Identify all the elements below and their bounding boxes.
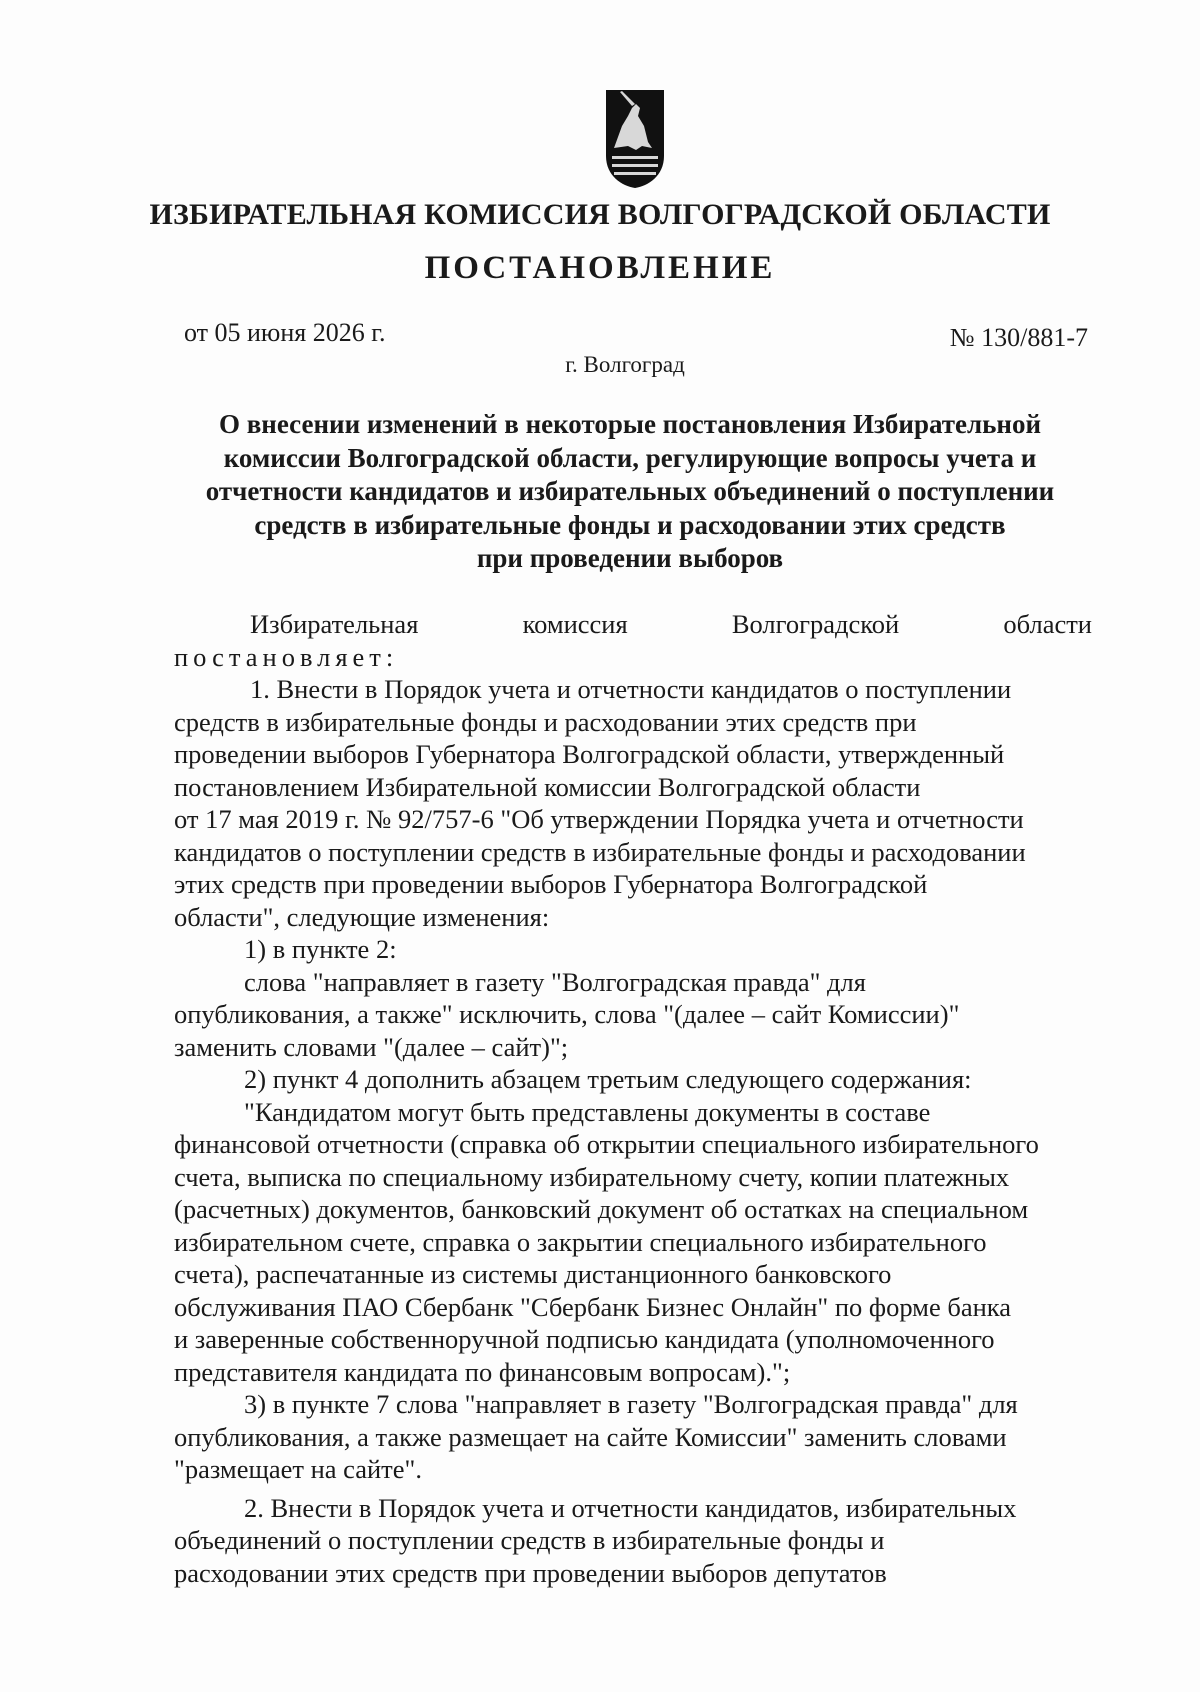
subparagraph-1-line: заменить словами "(далее – сайт)"; bbox=[174, 1031, 569, 1062]
subparagraph-1-line: опубликования, а также" исключить, слова "(далее – сайт Комиссии)" bbox=[174, 999, 960, 1029]
subparagraph-2-line: избирательном счете, справка о закрытии специального избирательного bbox=[174, 1226, 987, 1257]
paragraph-1-line: средств в избирательные фонды и расходовании этих средств при bbox=[174, 706, 917, 737]
subject-line: при проведении выборов bbox=[476, 543, 784, 573]
document-date: от 05 июня 2026 г. bbox=[184, 318, 386, 347]
paragraph-1-line: этих средств при проведении выборов Губернатора Волгоградской bbox=[174, 869, 928, 899]
paragraph-1-line: кандидатов о поступлении средств в избирательные фонды и расходовании bbox=[174, 836, 1026, 867]
intro-word: Волгоградской bbox=[731, 609, 900, 639]
paragraph-2-line: объединений о поступлении средств в избирательные фонды и bbox=[174, 1525, 885, 1555]
organization-title: ИЗБИРАТЕЛЬНАЯ КОМИССИЯ ВОЛГОГРАДСКОЙ ОБЛАСТИ bbox=[149, 198, 1051, 231]
document-subject bbox=[170, 408, 1090, 576]
subparagraph-2-line: обслуживания ПАО Сбербанк "Сбербанк Бизнес Онлайн" по форме банка bbox=[174, 1291, 1012, 1322]
paragraph-1-line: от 17 мая 2019 г. № 92/757-6 "Об утверждении Порядка учета и отчетности bbox=[174, 804, 1024, 834]
subparagraph-2-line: "Кандидатом могут быть представлены документы в составе bbox=[244, 1096, 931, 1127]
subparagraph-2-line: финансовой отчетности (справка об открытии специального избирательного bbox=[174, 1129, 1039, 1159]
paragraph-1-line: проведении выборов Губернатора Волгоградской области, утвержденный bbox=[174, 739, 1005, 769]
subparagraph-2-line: (расчетных) документов, банковский документ об остатках на специальном bbox=[174, 1194, 1029, 1224]
subparagraph-2-line: и заверенные собственноручной подписью кандидата (уполномоченного bbox=[174, 1324, 995, 1354]
paragraph-2-line: расходовании этих средств при проведении выборов депутатов bbox=[174, 1557, 887, 1588]
paragraph-2-line: 2. Внести в Порядок учета и отчетности кандидатов, избирательных bbox=[244, 1492, 1017, 1523]
subparagraph-1-title: 1) в пункте 2: bbox=[244, 934, 397, 964]
subparagraph-3-line: 3) в пункте 7 слова "направляет в газету "Волгоградская правда" для bbox=[244, 1389, 1018, 1419]
subject-line: отчетности кандидатов и избирательных объединений о поступлении bbox=[205, 476, 1055, 506]
paragraph-1-line: 1. Внести в Порядок учета и отчетности кандидатов о поступлении bbox=[250, 674, 1012, 704]
intro-word: Избирательная bbox=[250, 609, 419, 639]
intro-word: области bbox=[1003, 609, 1092, 639]
subparagraph-3-line: "размещает на сайте". bbox=[174, 1454, 422, 1484]
intro-word: комиссия bbox=[522, 609, 628, 639]
paragraph-1-line: области", следующие изменения: bbox=[174, 901, 550, 932]
subject-line: О внесении изменений в некоторые постановления Избирательной bbox=[218, 409, 1042, 439]
document-body bbox=[174, 608, 1092, 1589]
subparagraph-2-line: счета, выписка по специальному избирательному счету, копии платежных bbox=[174, 1161, 1010, 1192]
document-city: г. Волгоград bbox=[565, 352, 685, 377]
subparagraph-2-line: счета), распечатанные из системы дистанционного банковского bbox=[174, 1259, 892, 1289]
subparagraph-2-line: представителя кандидата по финансовым вопросам)."; bbox=[174, 1356, 791, 1387]
emblem-icon bbox=[602, 86, 668, 190]
subparagraph-2-title: 2) пункт 4 дополнить абзацем третьим следующего содержания: bbox=[244, 1064, 972, 1094]
subparagraph-1-line: слова "направляет в газету "Волгоградская правда" для bbox=[244, 966, 866, 997]
intro-end: постановляет: bbox=[174, 641, 399, 672]
document-number: № 130/881-7 bbox=[949, 323, 1088, 352]
paragraph-1-line: постановлением Избирательной комиссии Волгоградской области bbox=[174, 771, 921, 802]
intro-line bbox=[174, 608, 1092, 641]
subject-line: средств в избирательные фонды и расходовании этих средств bbox=[254, 509, 1006, 540]
subparagraph-3-line: опубликования, а также размещает на сайте Комиссии" заменить словами bbox=[174, 1421, 1007, 1452]
subject-line: комиссии Волгоградской области, регулирующие вопросы учета и bbox=[223, 442, 1037, 473]
document-type: ПОСТАНОВЛЕНИЕ bbox=[424, 250, 776, 286]
